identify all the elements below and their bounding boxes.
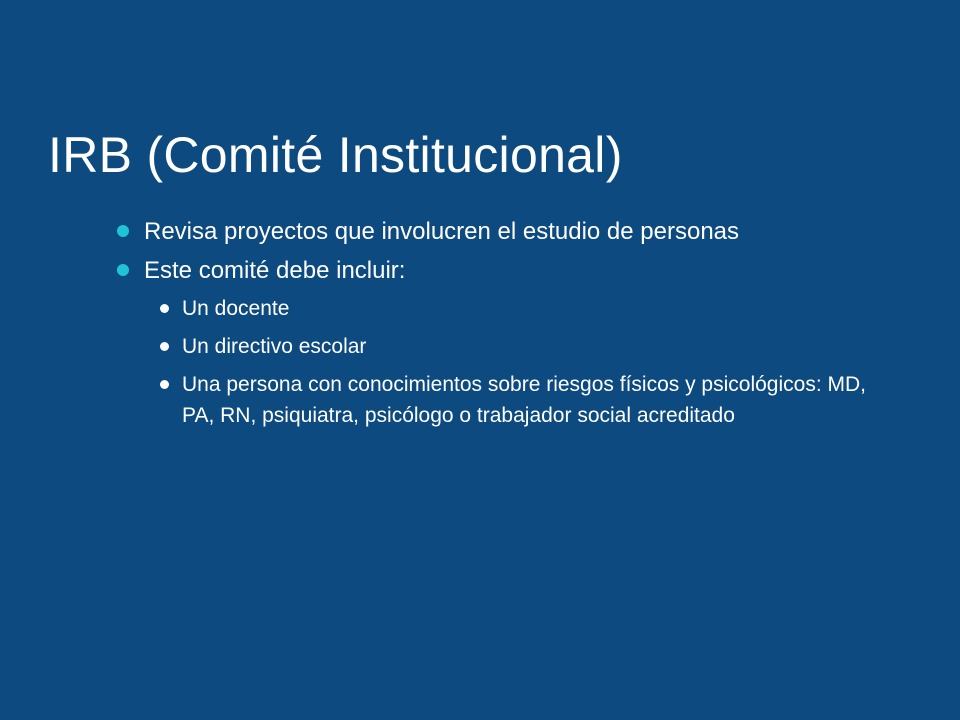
sub-bullet-item [156, 369, 882, 431]
slide-title: IRB (Comité Institucional) [48, 127, 623, 183]
sub-bullet-text: Una persona con conocimientos sobre riesgos físicos y psicológicos: MD, PA, RN, psiquiatra, psicólogo o trabajador social acreditado [182, 373, 866, 427]
bullet-text: Revisa proyectos que involucren el estudio de personas [144, 218, 740, 245]
bullet-dot-icon [117, 264, 129, 276]
bullet-dot-icon [117, 225, 129, 237]
bullet-item [114, 255, 924, 431]
bullet-item [114, 216, 924, 248]
bullet-list [114, 216, 924, 438]
sub-bullet-dot-icon [160, 304, 169, 313]
sub-bullet-dot-icon [160, 380, 169, 389]
sub-bullet-text: Un docente [182, 297, 290, 320]
bullet-text: Este comité debe incluir: [144, 257, 406, 284]
sub-bullet-text: Un directivo escolar [182, 335, 367, 358]
sub-bullet-dot-icon [160, 342, 169, 351]
sub-bullet-item [156, 331, 882, 362]
sub-bullet-list [156, 293, 924, 431]
sub-bullet-item [156, 293, 882, 324]
